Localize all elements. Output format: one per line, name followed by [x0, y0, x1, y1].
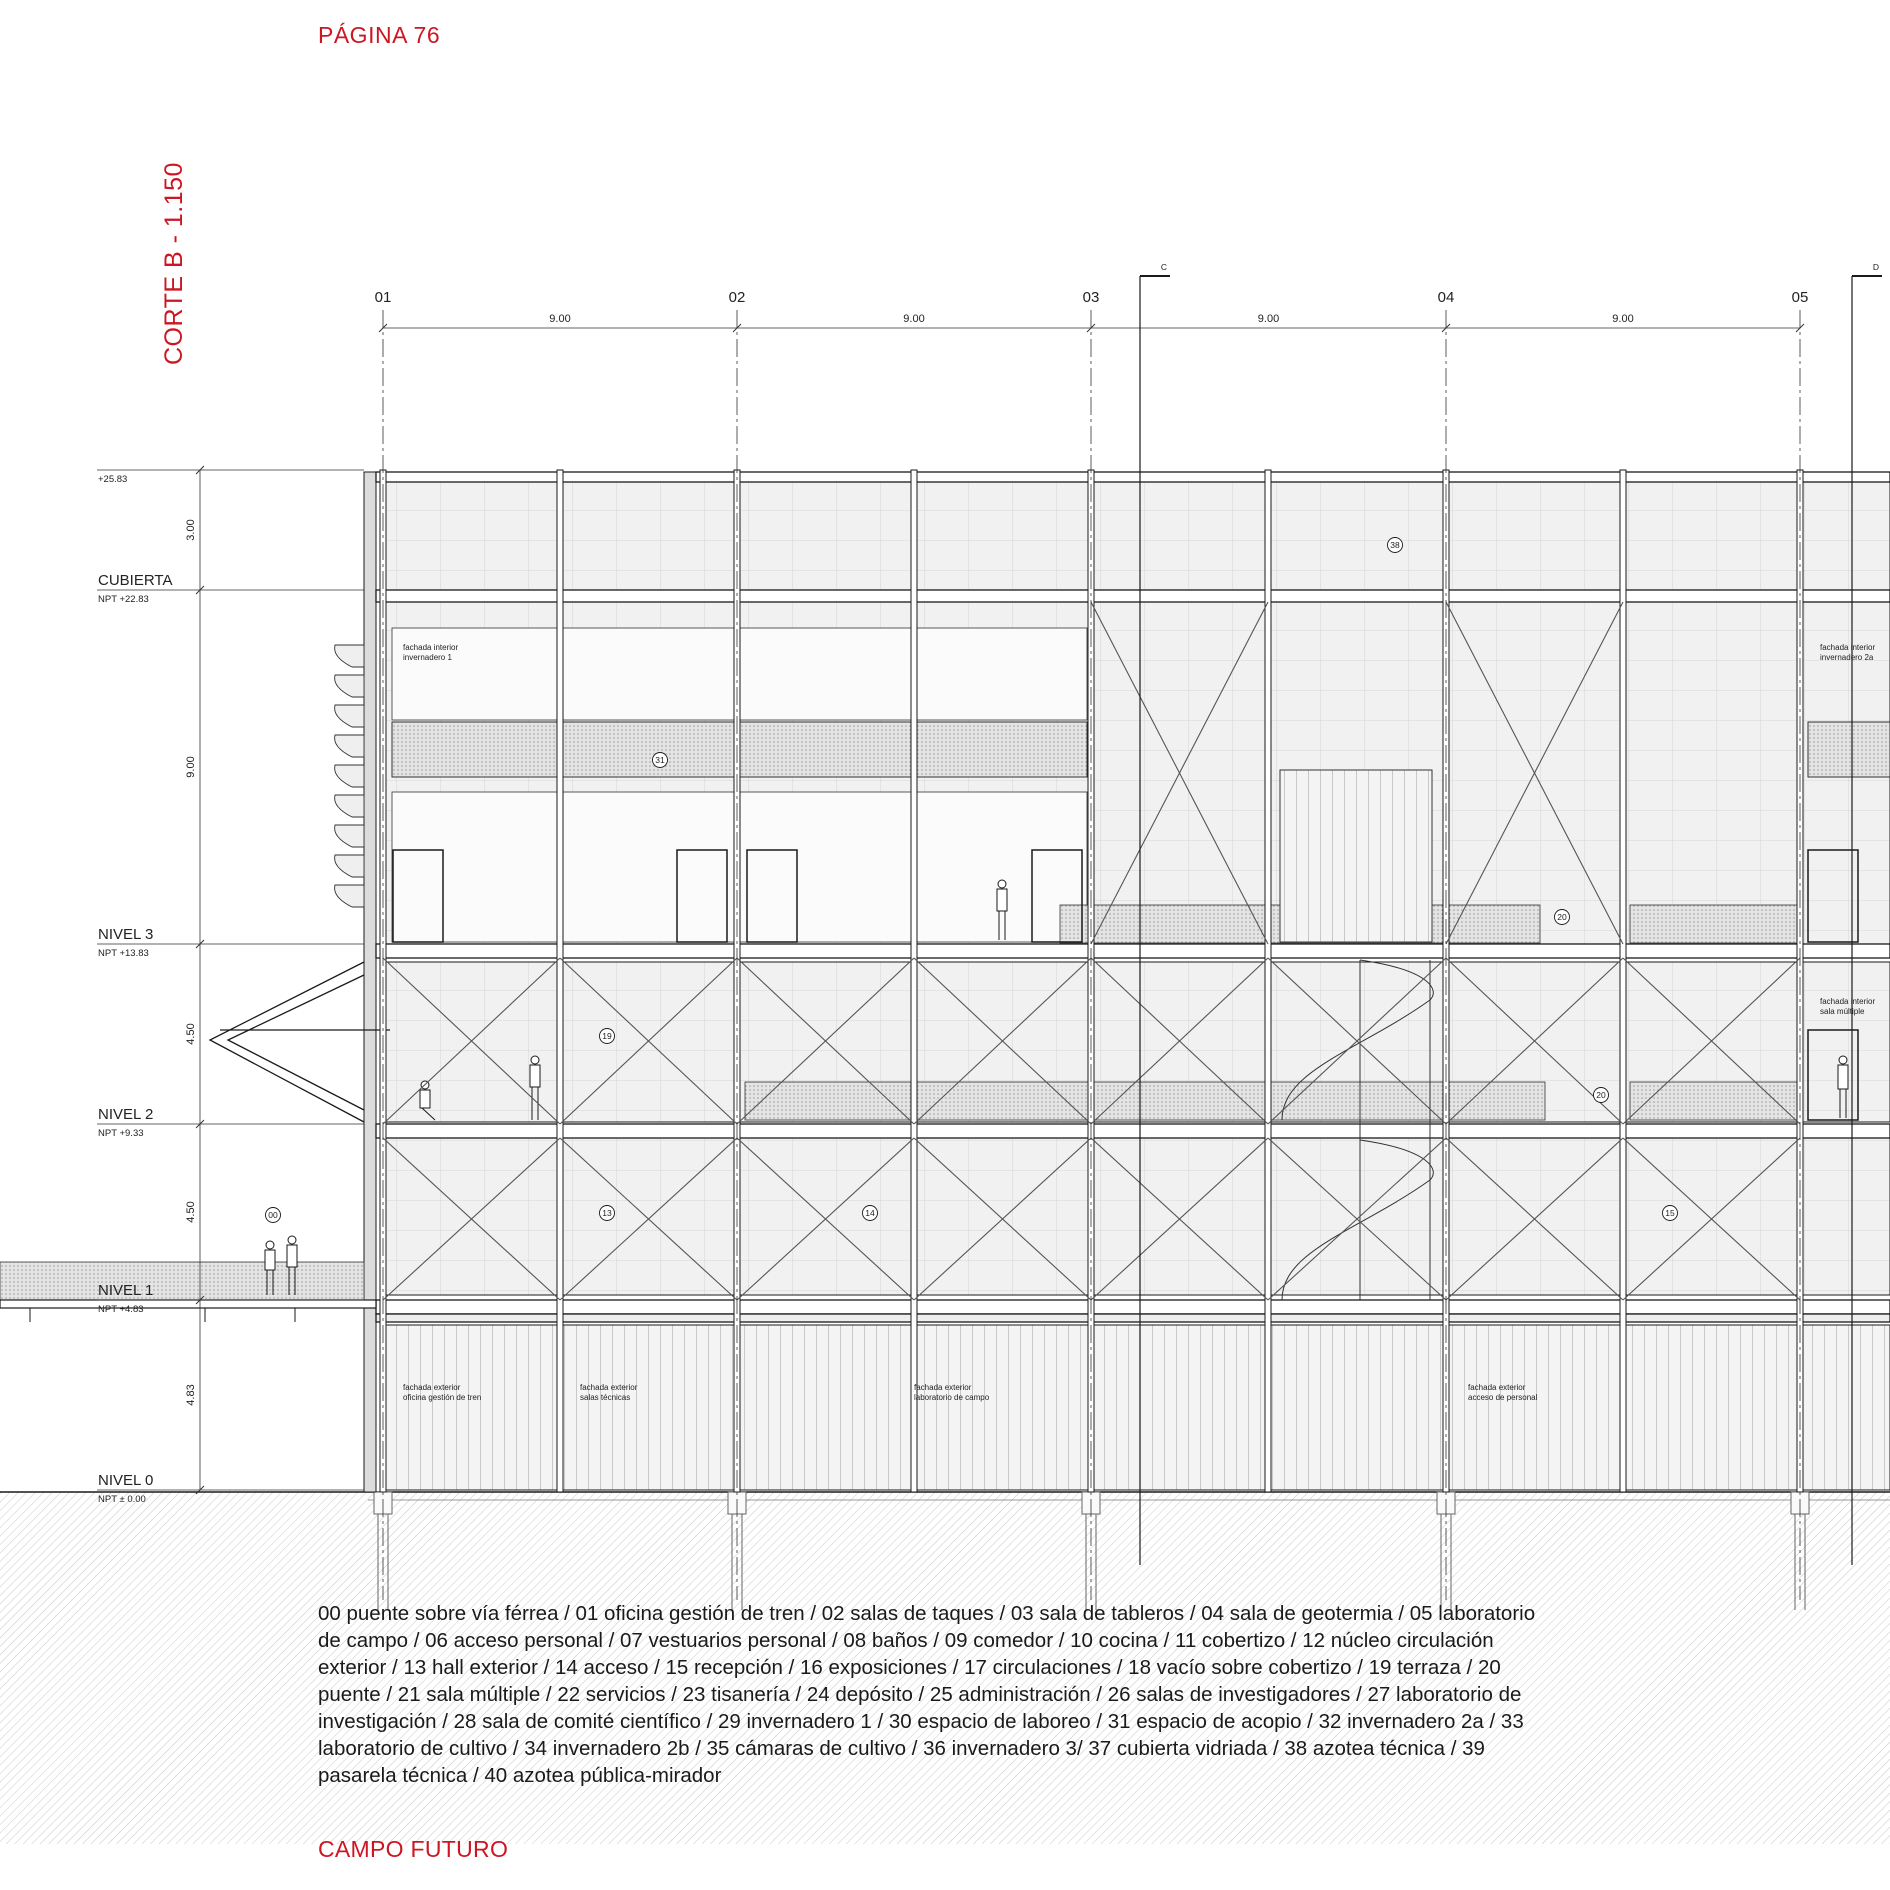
building-section — [0, 472, 1890, 1492]
level-name: CUBIERTA — [98, 572, 173, 589]
column — [911, 470, 917, 1492]
facade-note: fachada exterior — [914, 1383, 972, 1392]
grid-labels — [375, 262, 1879, 325]
facade-note: acceso de personal — [1468, 1393, 1538, 1402]
height-label: 4.83 — [185, 1384, 197, 1406]
height-label: 4.50 — [185, 1023, 197, 1045]
fin — [335, 885, 364, 907]
level-markers — [97, 466, 364, 1505]
facade-note: sala múltiple — [1820, 1007, 1865, 1016]
grid-axis-label: 03 — [1082, 289, 1100, 306]
span-label: 9.00 — [903, 313, 925, 325]
page-number: PÁGINA 76 — [318, 22, 441, 48]
project-name: CAMPO FUTURO — [318, 1836, 509, 1862]
facade-fins — [335, 645, 364, 907]
room-tag-number: 14 — [865, 1208, 875, 1218]
facade-note: salas técnicas — [580, 1393, 631, 1402]
height-label: 4.50 — [185, 1201, 197, 1223]
facade-note: invernadero 2a — [1820, 653, 1874, 662]
facade-note: fachada interior — [1820, 643, 1876, 652]
facade-note: fachada exterior — [403, 1383, 461, 1392]
fin — [335, 825, 364, 847]
facade-note: fachada interior — [1820, 997, 1876, 1006]
facade-note: oficina gestión de tren — [403, 1393, 482, 1402]
facade-note: fachada exterior — [580, 1383, 638, 1392]
level-name: NIVEL 3 — [98, 926, 154, 943]
level-npt: NPT ± 0.00 — [98, 1494, 146, 1505]
grid-axis-label: 04 — [1437, 289, 1455, 306]
facade-note: fachada interior — [403, 643, 459, 652]
section-title: CORTE B - 1.150 — [160, 162, 188, 365]
room-tag-number: 15 — [1665, 1208, 1675, 1218]
grid-axis-label: 05 — [1791, 289, 1809, 306]
grid-axis-label: 02 — [728, 289, 746, 306]
room-tag-number: 20 — [1596, 1090, 1606, 1100]
section-cut-label: C — [1160, 262, 1168, 272]
room-tag-number: 13 — [602, 1208, 612, 1218]
facade-note: invernadero 1 — [403, 653, 452, 662]
section-cut-label: D — [1872, 262, 1880, 272]
fin — [335, 675, 364, 697]
facade-note: fachada exterior — [1468, 1383, 1526, 1392]
fin — [335, 765, 364, 787]
fin — [335, 735, 364, 757]
level-npt: NPT +22.83 — [98, 594, 149, 605]
level-npt: +25.83 — [98, 474, 128, 485]
column — [557, 470, 563, 1492]
room-tag-number: 19 — [602, 1031, 612, 1041]
level-name: NIVEL 2 — [98, 1106, 154, 1123]
height-label: 9.00 — [185, 756, 197, 778]
railway-bridge — [0, 1262, 376, 1322]
room-tag-number: 38 — [1390, 540, 1400, 550]
height-label: 3.00 — [185, 519, 197, 541]
level-npt: NPT +4.83 — [98, 1304, 144, 1315]
room-tag-number: 31 — [655, 755, 665, 765]
facade-note: laboratorio de campo — [914, 1393, 990, 1402]
span-label: 9.00 — [1612, 313, 1634, 325]
column — [1620, 470, 1626, 1492]
level-npt: NPT +13.83 — [98, 948, 149, 959]
level-name: NIVEL 0 — [98, 1472, 154, 1489]
span-label: 9.00 — [1257, 313, 1280, 325]
room-tag-number: 20 — [1557, 912, 1567, 922]
span-label: 9.00 — [549, 313, 571, 325]
column — [1265, 470, 1271, 1492]
legend-text: 00 puente sobre vía férrea / 01 oficina gestión de tren / 02 salas de taques / 03 sala de tableros / 04 sala de geotermia / 05 laboratorio de campo / 06 acceso personal / 07 vestuarios personal / 08 baños / 09 comedor / 10 cocina / 11 cobertizo / 12 núcleo circulación exterior / 13 hall exterior / 14 acceso / 15 recepción / 16 exposiciones / 17 circulaciones / 18 vacío sobre cobertizo / 19 terraza / 20 puente / 21 sala múltiple / 22 servicios / 23 tisanería / 24 depósito / 25 administración / 26 salas de investigadores / 27 laboratorio de investigación / 28 sala de comité científico / 29 invernadero 1 / 30 espacio de laboreo / 31 espacio de acopio / 32 invernadero 2a / 33 laboratorio de cultivo / 34 invernadero 2b / 35 cámaras de cultivo / 36 invernadero 3/ 37 cubierta vidriada / 38 azotea técnica / 39 pasarela técnica / 40 azotea pública-mirador — [318, 1602, 1536, 1787]
fin — [335, 795, 364, 817]
fin — [335, 645, 364, 667]
room-tag-number: 00 — [268, 1210, 278, 1220]
level-npt: NPT +9.33 — [98, 1128, 144, 1139]
grid-axis-label: 01 — [374, 289, 392, 306]
fin — [335, 855, 364, 877]
level-name: NIVEL 1 — [98, 1282, 154, 1299]
fin — [335, 705, 364, 727]
